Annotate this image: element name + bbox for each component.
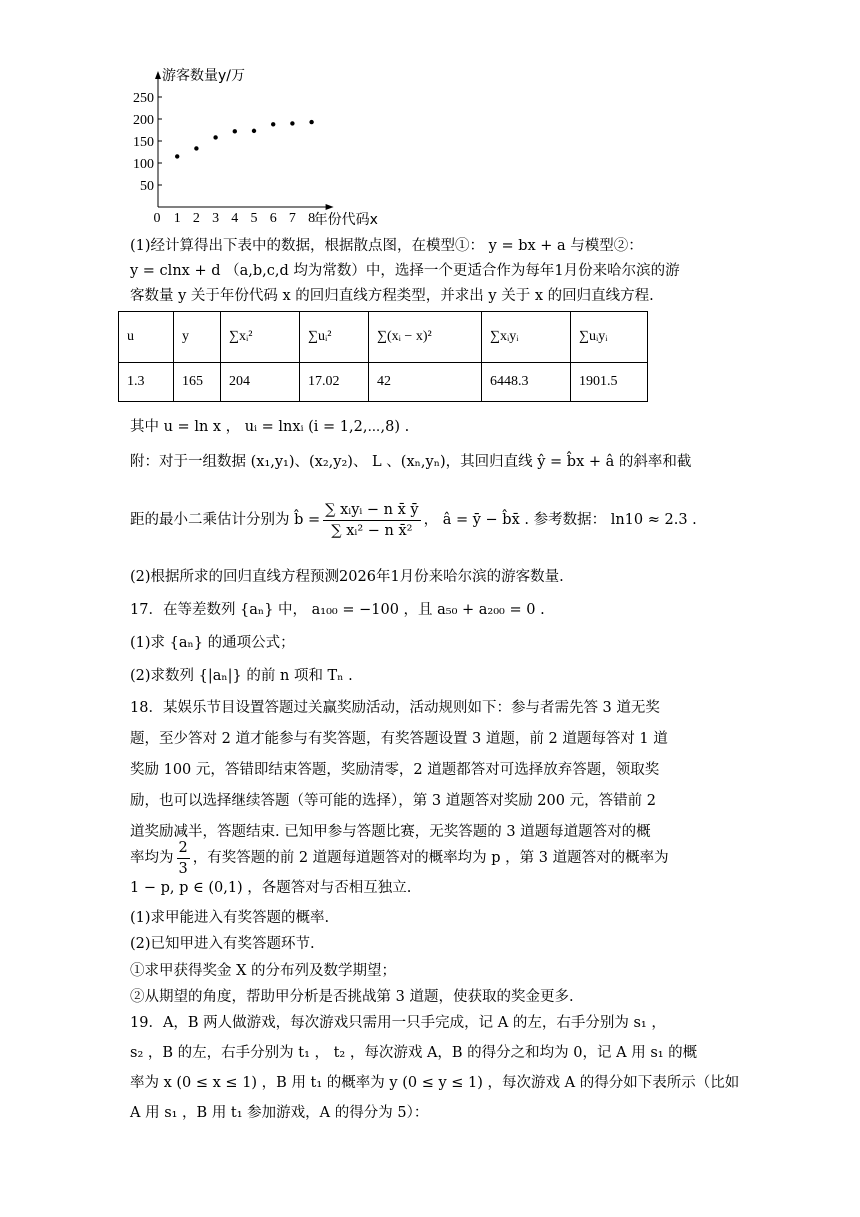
data-point	[233, 129, 237, 133]
fraction-numerator: 2	[177, 838, 190, 859]
y-axis-label: 游客数量y/万	[162, 68, 246, 84]
x-tick-label: 1	[173, 211, 181, 226]
table-cell: 165	[174, 363, 221, 402]
data-table	[118, 311, 648, 402]
q17-part2: (2)求数列 {|aₙ|} 的前 n 项和 Tₙ .	[130, 668, 353, 684]
fraction-denominator: ∑ xᵢ² − n x̄²	[331, 522, 413, 539]
line6-prefix: 率均为	[130, 850, 174, 866]
q18-line2: 题，至少答对 2 道才能参与有奖答题，有奖答题设置 3 道题，前 2 道题每答对 1 道	[130, 731, 668, 747]
table-header-cell: ∑uᵢyᵢ	[571, 312, 648, 363]
data-point	[252, 129, 256, 133]
q18-line6	[130, 834, 669, 882]
x-tick-label: 2	[192, 211, 200, 226]
q18-part1: (1)求甲能进入有奖答题的概率.	[130, 910, 330, 926]
x-tick-label: 7	[288, 211, 296, 226]
x-tick-label: 6	[269, 211, 277, 226]
q16-appendix-formula	[130, 490, 697, 550]
q16-part1-line1: (1)经计算得出下表中的数据，根据散点图，在模型①： y = bx + a 与模型②：	[130, 238, 643, 254]
q19-line3: 率为 x (0 ≤ x ≤ 1) ，B 用 t₁ 的概率为 y (0 ≤ y ≤ 1) ，每次游戏 A 的得分如下表所示（比如	[130, 1075, 740, 1091]
data-point	[213, 135, 217, 139]
q16-part1-line2: y = clnx + d （a,b,c,d 均为常数）中，选择一个更适合作为每年1月份来哈尔滨的游	[130, 263, 680, 279]
q18-line3: 奖励 100 元，答错即结束答题，奖励清零，2 道题都答对可选择放弃答题，领取奖	[130, 762, 660, 778]
q18-part2a: ①求甲获得奖金 X 的分布列及数学期望；	[130, 963, 397, 979]
x-axis-arrow	[326, 204, 334, 210]
fraction-numerator: ∑ xᵢyᵢ − n x̄ ȳ	[323, 500, 420, 521]
table-header-cell: ∑uᵢ²	[300, 312, 369, 363]
q19-line2: s₂ ，B 的左，右手分别为 t₁ ， t₂ ，每次游戏 A，B 的得分之和均为 0，记 A 用 s₁ 的概	[130, 1045, 698, 1061]
appendix-suffix: ， â = ȳ − b̂x̄ . 参考数据： ln10 ≈ 2.3 .	[423, 512, 697, 528]
y-tick-label: 200	[133, 113, 154, 128]
q19-line4: A 用 s₁ ，B 用 t₁ 参加游戏，A 的得分为 5）：	[130, 1105, 429, 1121]
data-point	[194, 146, 198, 150]
x-tick-label: 3	[212, 211, 220, 226]
q16-appendix-line1: 附：对于一组数据 (x₁,y₁)、(x₂,y₂)、 L 、(xₙ,yₙ)，其回归直线 ŷ = b̂x + â 的斜率和截	[130, 454, 692, 470]
data-point	[309, 120, 313, 124]
x-tick-label: 4	[231, 211, 239, 226]
table-header-row	[119, 312, 648, 363]
q18-line5: 道奖励减半，答题结束. 已知甲参与答题比赛，无奖答题的 3 道题每道题答对的概	[130, 824, 651, 840]
y-tick-label: 250	[133, 91, 154, 106]
probability-fraction	[177, 838, 190, 879]
y-axis-arrow	[155, 71, 161, 79]
q18-line1: 18．某娱乐节目设置答题过关赢奖励活动，活动规则如下：参与者需先答 3 道无奖	[130, 700, 660, 716]
table-header-cell: u	[119, 312, 174, 363]
x-tick-label: 5	[250, 211, 258, 226]
y-tick-label: 100	[133, 157, 154, 172]
table-header-cell: ∑xᵢyᵢ	[482, 312, 571, 363]
y-tick-label: 50	[140, 179, 154, 194]
table-cell: 42	[369, 363, 482, 402]
x-tick-label: 8	[308, 211, 316, 226]
line6-suffix: ，有奖答题的前 2 道题每道题答对的概率均为 p ，第 3 道题答对的概率为	[192, 850, 669, 866]
table-cell: 1.3	[119, 363, 174, 402]
table-header-cell: y	[174, 312, 221, 363]
q17-stem: 17．在等差数列 {aₙ} 中， a₁₀₀ = −100 ，且 a₅₀ + a₂₀₀ = 0 .	[130, 602, 545, 618]
table-value-row	[119, 363, 648, 402]
data-point	[271, 122, 275, 126]
q16-part2: (2)根据所求的回归直线方程预测2026年1月份来哈尔滨的游客数量.	[130, 569, 564, 585]
q18-line7: 1 − p, p ∈ (0,1) ，各题答对与否相互独立.	[130, 880, 412, 896]
table-cell: 204	[221, 363, 300, 402]
slope-fraction	[323, 500, 420, 541]
q19-line1: 19．A，B 两人做游戏，每次游戏只需用一只手完成，记 A 的左，右手分别为 s₁ ，	[130, 1015, 666, 1031]
table-header-cell: ∑(xᵢ − x)²	[369, 312, 482, 363]
data-point	[175, 154, 179, 158]
x-axis-label: 年份代码x	[313, 212, 378, 228]
q17-part1: (1)求 {aₙ} 的通项公式；	[130, 635, 295, 651]
table-cell: 1901.5	[571, 363, 648, 402]
table-cell: 6448.3	[482, 363, 571, 402]
table-header-cell: ∑xᵢ²	[221, 312, 300, 363]
data-point	[290, 121, 294, 125]
q16-part1-line3: 客数量 y 关于年份代码 x 的回归直线方程类型，并求出 y 关于 x 的回归直线方程.	[130, 288, 654, 304]
q18-part2b: ②从期望的角度，帮助甲分析是否挑战第 3 道题，使获取的奖金更多.	[130, 989, 574, 1005]
q16-note: 其中 u = ln x ， uᵢ = lnxᵢ (i = 1,2,⋯,8) .	[130, 419, 410, 435]
fraction-denominator: 3	[178, 860, 188, 877]
x-tick-label: 0	[153, 211, 161, 226]
scatter-chart	[120, 66, 380, 228]
appendix-prefix: 距的最小二乘估计分别为 b̂ =	[130, 512, 321, 528]
q18-line4: 励，也可以选择继续答题（等可能的选择），第 3 道题答对奖励 200 元，答错前 2	[130, 793, 656, 809]
y-tick-label: 150	[133, 135, 154, 150]
table-cell: 17.02	[300, 363, 369, 402]
q18-part2: (2)已知甲进入有奖答题环节.	[130, 936, 315, 952]
